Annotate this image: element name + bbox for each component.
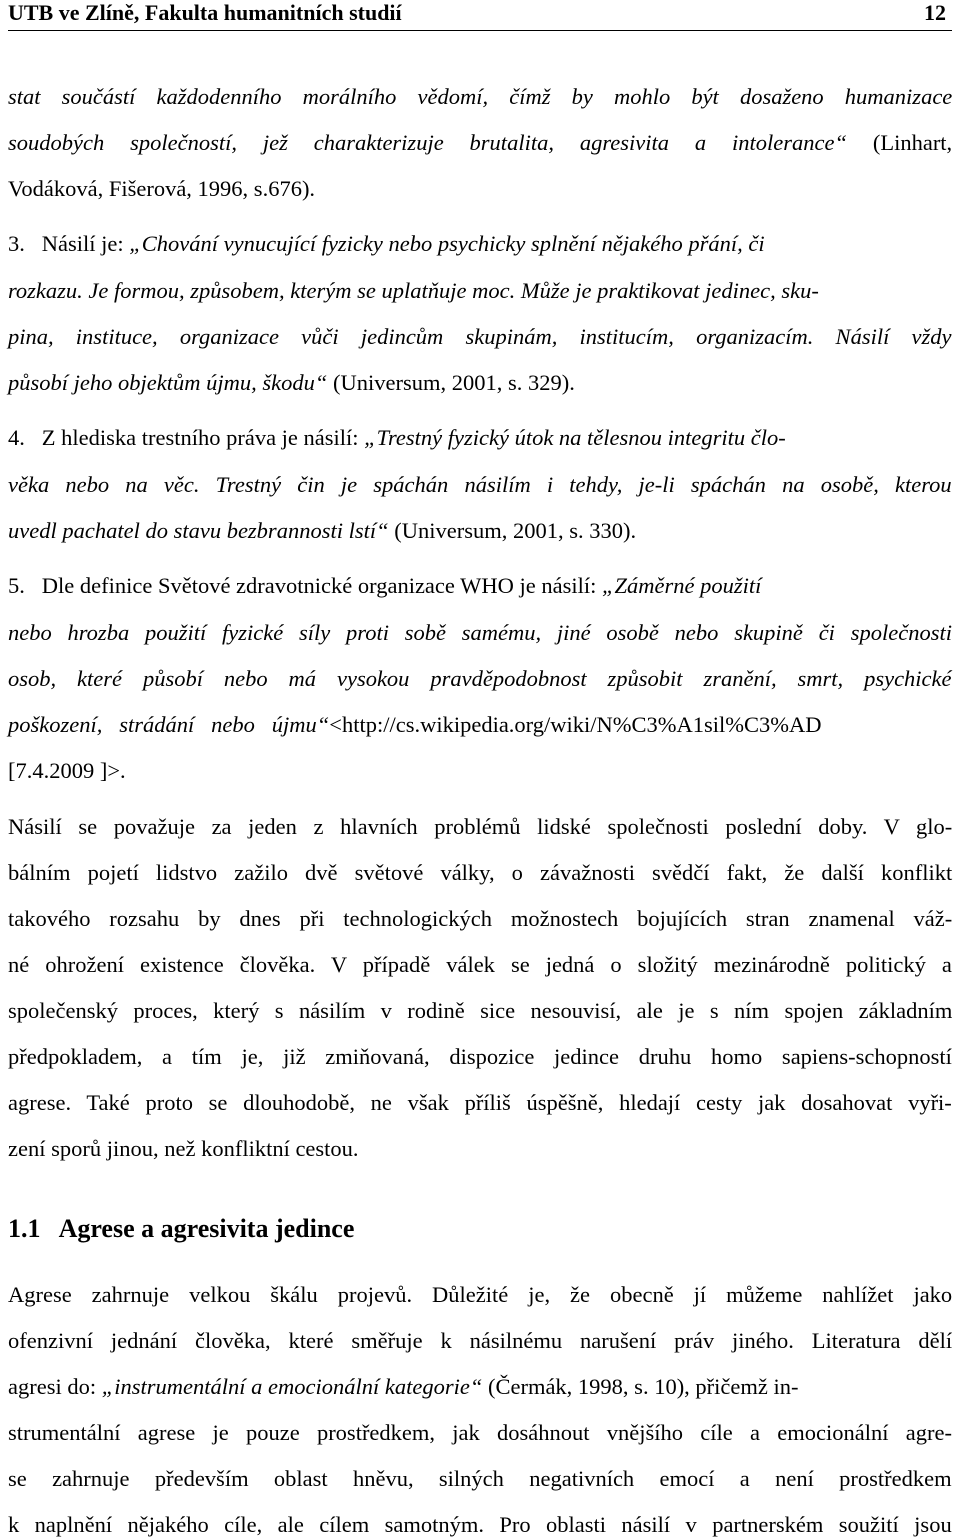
text-run: společenský proces, který s násilím v rodině sice nesouvisí, ale je s ním spojen základním <box>8 998 953 1023</box>
italic-text: „Trestný fyzický útok na tělesnou integritu člo- <box>364 425 786 450</box>
text-run: strumentální agrese je pouze prostředkem, jak dosáhnout vnějšího cíle a emocionální agre- <box>8 1420 952 1445</box>
italic-text: působí jeho objektům újmu, škodu“ <box>8 370 333 395</box>
text-line <box>8 423 952 453</box>
text-line <box>8 1280 952 1310</box>
header-title: UTB ve Zlíně, Fakulta humanitních studií <box>8 0 402 25</box>
text-run: k naplnění nějakého cíle, ale cílem samotným. Pro oblasti násilí v partnerském soužití jsou <box>8 1512 952 1537</box>
text-line <box>8 128 952 158</box>
italic-text: nebo hrozba použití fyzické síly proti sobě samému, jiné osobě nebo skupině či společnosti <box>8 620 952 645</box>
text-run: (Universum, 2001, s. 330). <box>394 518 637 543</box>
text-line <box>8 858 952 888</box>
text-run: 3. Násilí je: <box>8 231 130 256</box>
text-line <box>8 1088 952 1118</box>
text-line <box>8 322 952 352</box>
italic-text: soudobých společností, jež charakterizuje brutalita, agresivita a intolerance“ <box>8 130 873 155</box>
text-line <box>8 470 952 500</box>
italic-text: Může je praktikovat jedinec, sku- <box>520 278 819 303</box>
italic-text: osob, které působí nebo má vysokou pravděpodobnost způsobit zranění, smrt, psychické <box>8 666 952 691</box>
text-line <box>8 950 952 980</box>
text-line <box>8 1042 952 1072</box>
text-run: Vodáková, Fišerová, 1996, s.676). <box>8 176 316 201</box>
text-line <box>8 368 952 398</box>
italic-text: věka nebo na věc. Trestný čin je spáchán násilím i tehdy, je-li spáchán na osobě, kterou <box>8 472 952 497</box>
text-run: 5. Dle definice Světové zdravotnické organizace WHO je násilí: <box>8 573 602 598</box>
section-number: 1.1 <box>8 1214 41 1243</box>
italic-text: „instrumentální a emocionální kategorie“ <box>101 1374 488 1399</box>
text-line <box>8 904 952 934</box>
text-line <box>8 1510 952 1540</box>
text-run: (Universum, 2001, s. 329). <box>332 370 575 395</box>
page-header <box>8 0 952 31</box>
text-run: Agrese zahrnuje velkou škálu projevů. Důležité je, že obecně jí můžeme nahlížet jako <box>8 1282 953 1307</box>
page-number: 12 <box>924 0 946 25</box>
section-title: Agrese a agresivita jedince <box>58 1214 355 1243</box>
text-line <box>8 276 952 306</box>
text-line <box>8 812 952 842</box>
italic-text: uvedl pachatel do stavu bezbrannosti lstí“ <box>8 518 395 543</box>
text-line <box>8 618 952 648</box>
text-run: agresi do: <box>8 1374 102 1399</box>
text-line <box>8 710 952 740</box>
text-run: <http://cs.wikipedia.org/wiki/N%C3%A1sil%C3%AD <box>329 712 822 737</box>
text-line <box>8 1372 952 1402</box>
text-line <box>8 82 952 112</box>
text-run: né ohrožení existence člověka. V případě válek se jedná o složitý mezinárodně politický a <box>8 952 952 977</box>
text-run: se zahrnuje především oblast hněvu, silných negativních emocí a není prostředkem <box>8 1466 952 1491</box>
text-run: takového rozsahu by dnes při technologických možnostech bojujících stran znamenal váž- <box>8 906 953 931</box>
italic-text: rozkazu. Je formou, způsobem, kterým se uplatňuje moc. <box>8 278 521 303</box>
italic-text: poškození, strádání nebo újmu“ <box>8 712 330 737</box>
text-run: ofenzivní jednání člověka, které směřuje k násilnému narušení práv jiného. Literatura dělí <box>8 1328 953 1353</box>
text-run: bálním pojetí lidstvo zažilo dvě světové války, o závažnosti svědčí fakt, že další konflikt <box>8 860 953 885</box>
text-line <box>8 1418 952 1448</box>
text-run: agrese. Také proto se dlouhodobě, ne však příliš úspěšně, hledají cesty jak dosahovat vyři- <box>8 1090 952 1115</box>
text-line <box>8 516 952 546</box>
text-run: [7.4.2009 ]>. <box>8 758 126 783</box>
italic-text: stat součástí každodenního morálního vědomí, čímž by mohlo být dosaženo humanizace <box>8 84 953 109</box>
text-line <box>8 571 952 601</box>
italic-text: „Záměrné použití <box>601 573 762 598</box>
text-line <box>8 174 952 204</box>
text-run: (Linhart, <box>872 130 953 155</box>
italic-text: pina, instituce, organizace vůči jedincům skupinám, institucím, organizacím. Násilí vždy <box>8 324 952 349</box>
text-run: zení sporů jinou, než konfliktní cestou. <box>8 1136 359 1161</box>
text-line <box>8 1134 952 1164</box>
text-line <box>8 1464 952 1494</box>
italic-text: „Chování vynucující fyzicky nebo psychicky splnění nějakého přání, či <box>129 231 765 256</box>
text-line <box>8 664 952 694</box>
text-line <box>8 1326 952 1356</box>
text-run: 4. Z hlediska trestního práva je násilí: <box>8 425 365 450</box>
text-run: předpokladem, a tím je, již zmiňovaná, dispozice jedince druhu homo sapiens-schopností <box>8 1044 952 1069</box>
text-line <box>8 756 952 786</box>
text-run: Násilí se považuje za jeden z hlavních problémů lidské společnosti poslední doby. V glo- <box>8 814 953 839</box>
text-line <box>8 229 952 259</box>
section-heading <box>8 1214 354 1244</box>
text-run: (Čermák, 1998, s. 10), přičemž in- <box>487 1374 799 1399</box>
text-line <box>8 996 952 1026</box>
